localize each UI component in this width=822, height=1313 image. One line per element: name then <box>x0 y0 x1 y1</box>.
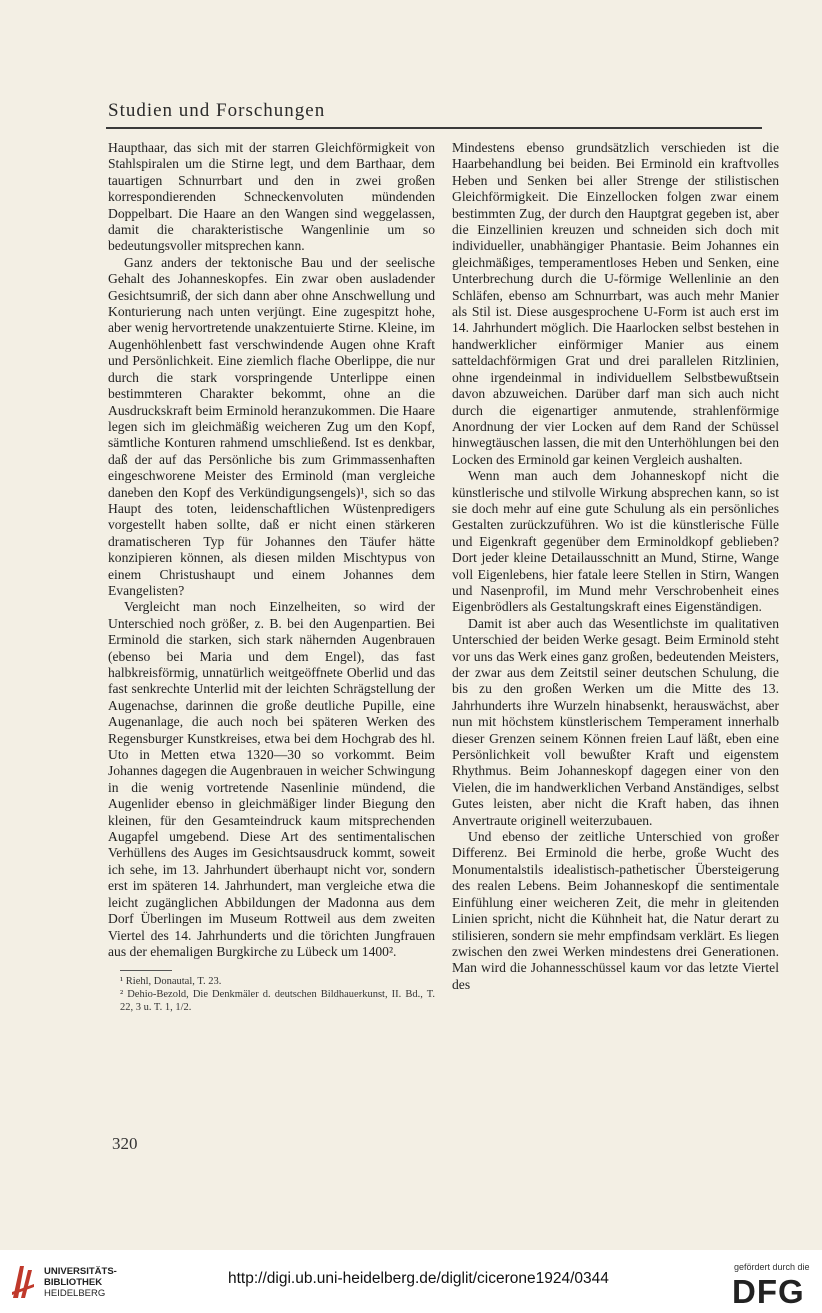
footer-bar <box>0 1250 822 1313</box>
paragraph: Wenn man auch dem Johanneskopf nicht die künstlerische und stilvolle Wirkung absprechen kann, so ist sie doch mehr auf eine gute Schulung als ein persönliches Gestalten zurückzuführen. Wo ist die künstlerische Fülle und Eigenkraft gegenüber dem Erminoldkopf geblieben? Dort jeder kleine Detailausschnitt an Mund, Stirne, Wange voll Eigenlebens, hier fatale leere Stellen in Stirn, Wangen und Nasenprofil, im Mund mehr Verschrobenheit eines Eigenbrödlers als Gestaltungskraft eines Eigenständigen. <box>452 468 779 615</box>
footnote: ¹ Riehl, Donautal, T. 23. <box>120 976 222 988</box>
page-number: 320 <box>112 1134 138 1153</box>
footnote: ² Dehio-Bezold, Die Denkmäler d. deutschen Bildhauerkunst, II. Bd., T. 22, 3 u. T. 1, 1/2. <box>120 989 435 1014</box>
paragraph: Haupthaar, das sich mit der starren Gleichförmigkeit von Stahlspiralen um die Stirne legt, und dem Barthaar, dem tauartigen Schnurrbart und den in zwei großen korrespondierenden Schneckenvoluten mündenden Doppelbart. Die Haare an den Wangen sind weggelassen, damit die charakteristische Wangenlinie um so bedeutungsvoller mitsprechen kann. <box>108 140 435 254</box>
left-column <box>108 140 435 1014</box>
footnote-rule <box>120 970 172 971</box>
university-library-logo-icon <box>10 1262 36 1302</box>
paragraph: Mindestens ebenso grundsätzlich verschieden ist die Haarbehandlung bei beiden. Bei Erminold ein kraftvolles Heben und Senken bei aller Strenge der stilistischen Gleichförmigkeit. Die Einzellocken folgen zwar einem bestimmten Zug, der durch den Hauptgrat gegeben ist, aber die Einzellinien kreuzen und schneiden sich doch mit individueller, unabhängiger Phantasie. Beim Johannes ein gleichmäßiges, temperamentloses Heben und Senken, eine Unterbrechung durch die U-förmige Wellenlinie an den Schläfen, ebenso am Schnurrbart, was auch mehr Manier als Stil ist. Diese ausgesprochene U-Form ist auch erst im 14. Jahrhundert möglich. Die Haarlocken selbst bestehen in handwerklicher einförmiger Manier aus einem satteldachförmigen Grat und drei parallelen Ritzlinien, ohne irgendeinmal in individuellem Selbstbewußtsein davon abzuweichen. Darüber darf man sich auch nicht durch die eigenartiger anmutende, strahlenförmige Anordnung der vier Locken auf dem Rand der Schüssel hinwegtäuschen lassen, die mit den Unterhöhlungen bei den Locken des Erminold gar keinen Vergleich aushalten. <box>452 140 779 467</box>
paragraph: Vergleicht man noch Einzelheiten, so wird der Unterschied noch größer, z. B. bei den Augenpartien. Bei Erminold die starken, sich stark nähernden Augenbrauen (ebenso bei Maria und dem Engel), das fast halbkreisförmig, unnatürlich weitgeöffnete Oberlid und das fast senkrechte Unterlid mit der leichten Schrägstellung der Augenachse, darinnen die große deutliche Pupille, eine Augenanlage, die auch noch bei späteren Werken des Regensburger Kunstkreises, etwa bei dem Hochgrab des hl. Uto in Metten etwa 1320—30 so vorkommt. Beim Johannes dagegen die Augenbrauen in weicher Schwingung in die wenig vortretende Nasenlinie mündend, die Augenlider ebenso in gleichmäßiger linder Biegung den kleinen, für den Gesamteindruck kaum mitsprechenden Augapfel umgebend. Diese Art des sentimentalischen Verhüllens des Auges im Gesichtsausdruck kommt, soweit ich sehe, im 13. Jahrhundert überhaupt nicht vor, sondern erst im späteren 14. Jahrhundert, man vergleiche etwa die leicht zugänglichen Abbildungen der Madonna aus dem Dorf Überlingen im Museum Rottweil aus dem zweiten Viertel des 14. Jahrhunderts und die törichten Jungfrauen aus der ehemaligen Burgkirche zu Lübeck um 1400². <box>108 599 435 959</box>
dfg-logo: DFG <box>732 1273 805 1310</box>
paragraph: Ganz anders der tektonische Bau und der seelische Gehalt des Johanneskopfes. Ein zwar oben ausladender Gesichtsumriß, der sich dann aber ohne Anschwellung und Konturierung nach unten verjüngt. Eine zugespitzt hohe, aber wenig hervortretende unakzentuierte Stirne. Kleine, im Augenhöhlenbett fast verschwindende Augen ohne Kraft und Persönlichkeit. Eine ziemlich flache Oberlippe, die nur durch die stark vorspringende Unterlippe einen bestimmteren Charakter bekommt, ohne an die Ausdruckskraft beim Erminold heranzukommen. Die Haare legen sich im gleichmäßig weicheren Zug um den Kopf, sämtliche Konturen rahmend umschließend. Ist es denkbar, daß der auf das Persönliche bis zum Grimmassenhaften eingeschworene Meister des Erminold (man vergleiche daneben den Kopf des Verkündigungsengels)¹, sich so das Haupt des toten, leidenschaftlichen Wüstenpredigers vorgestellt haben sollte, daß er nicht einen stärkeren dramatischeren Typ für Johannes den Täufer hätte konzipieren können, als diesen milden Mischtypus von einem Christushaupt und einem Johannes dem Evangelisten? <box>108 254 435 598</box>
permalink-url[interactable]: http://digi.ub.uni-heidelberg.de/diglit/cicerone1924/0344 <box>228 1270 609 1287</box>
header-rule <box>106 127 762 129</box>
paragraph: Damit ist aber auch das Wesentlichste im qualitativen Unterschied der beiden Werke gesagt. Beim Erminold steht vor uns das Werk eines ganz großen, bedeutenden Meisters, der zwar aus dem Zeitstil seiner deutschen Schulung, die bis zu den großen Werken um die Mitte des 13. Jahrhunderts ihre Wurzeln hinabsenkt, herauswächst, aber nun mit höchstem künstlerischem Temperament innerhalb dieser Grenzen seinem Können freien Lauf läßt, eben eine Persönlichkeit voll bewußter Kraft und eigenstem Rhythmus. Beim Johanneskopf dagegen einer von den Vielen, die im handwerklichen Verband Anständiges, selbst Gutes leisten, aber nicht die Kraft haben, das ihnen Anvertraute originell weiterzubauen. <box>452 615 779 828</box>
institution-name: UNIVERSITÄTS- BIBLIOTHEK HEIDELBERG <box>44 1266 117 1299</box>
right-column <box>452 140 779 993</box>
running-header: Studien und Forschungen <box>108 100 326 121</box>
paragraph: Und ebenso der zeitliche Unterschied von großer Differenz. Bei Erminold die herbe, große Wucht des Monumentalstils idealistisch-pathetischer Übersteigerung des realen Lebens. Beim Johanneskopf die sentimentale Einfühlung einer weicheren Zeit, die mehr in gleitenden Linien spricht, nicht die Kühnheit hat, die Natur derart zu stilisieren, sondern sie mehr empfindsam verklärt. Es liegen zwischen den zwei Werken mindestens drei Generationen. Man wird die Johannesschüssel kaum vor das letzte Viertel des <box>452 829 779 992</box>
funded-by-label: gefördert durch die <box>734 1262 810 1272</box>
